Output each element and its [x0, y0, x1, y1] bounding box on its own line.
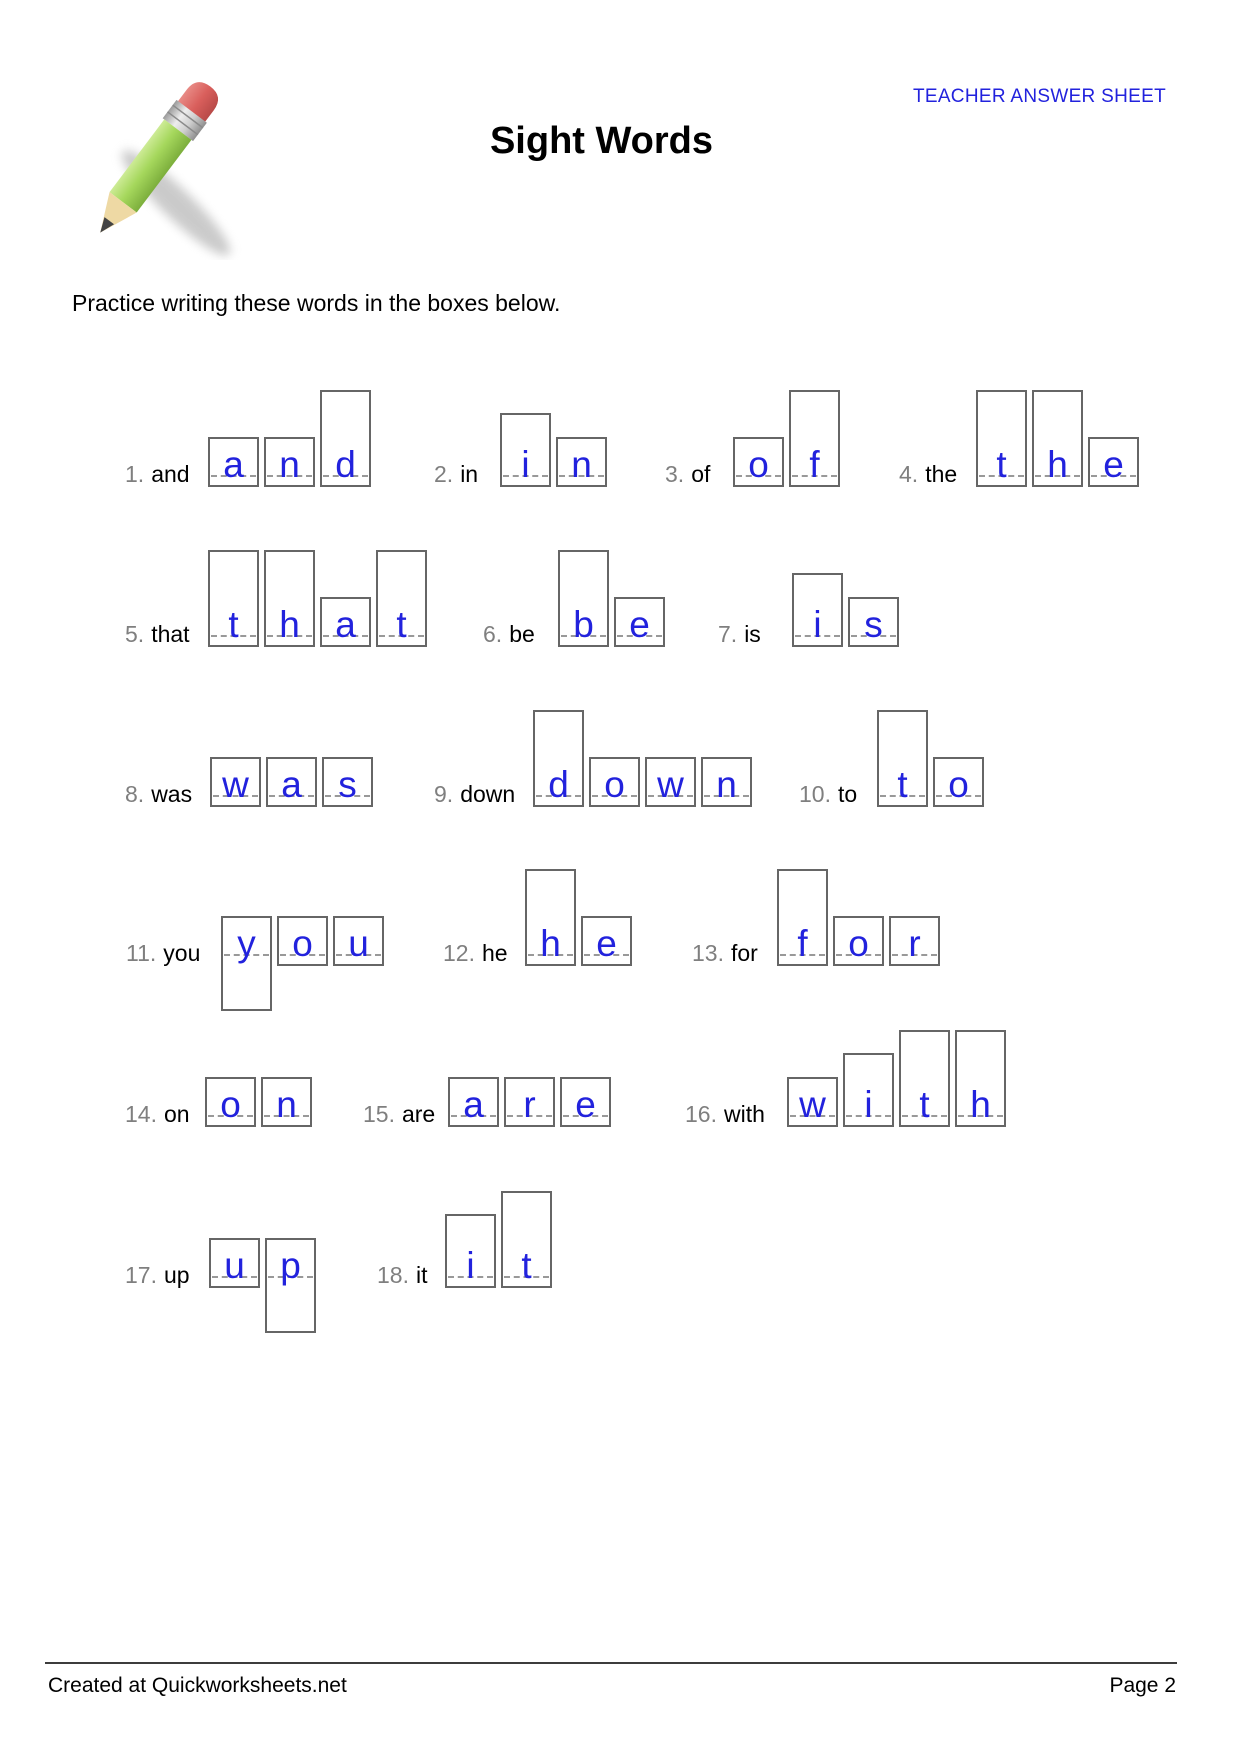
letter-box: [733, 437, 784, 487]
word-label: [434, 781, 515, 807]
word-label: [899, 461, 957, 487]
item-number: 10.: [799, 781, 831, 807]
letter-boxes: [976, 390, 1139, 487]
answer-letter: e: [575, 1084, 596, 1125]
item-number: 17.: [125, 1262, 157, 1288]
answer-letter: a: [463, 1084, 484, 1125]
answer-letter: w: [657, 764, 684, 805]
item-number: 8.: [125, 781, 145, 807]
answer-letter: w: [799, 1084, 826, 1125]
letter-box: [320, 390, 371, 487]
letter-box: [589, 757, 640, 807]
answer-letter: s: [338, 764, 357, 805]
letter-boxes: [209, 1238, 316, 1288]
letter-boxes: [733, 390, 840, 487]
answer-letter: u: [348, 923, 369, 964]
item-number: 15.: [363, 1101, 395, 1127]
letter-box: [581, 916, 632, 966]
answer-letter: n: [276, 1084, 297, 1125]
item-word: of: [691, 461, 711, 487]
item-word: you: [163, 940, 201, 966]
letter-box: [976, 390, 1027, 487]
answer-letter: h: [970, 1084, 991, 1125]
letter-box: [208, 550, 259, 647]
item-word: was: [151, 781, 193, 807]
letter-box: [792, 573, 843, 647]
word-label: [125, 1101, 190, 1127]
answer-letter: f: [809, 444, 820, 485]
item-word: on: [163, 1101, 190, 1127]
answer-letter: o: [604, 764, 625, 805]
item-word: to: [837, 781, 858, 807]
letter-boxes: [533, 710, 752, 807]
letter-boxes: [787, 1030, 1006, 1127]
item-word: it: [415, 1262, 428, 1288]
answer-letter: n: [716, 764, 737, 805]
item-word: is: [744, 621, 761, 647]
letter-box: [504, 1077, 555, 1127]
answer-letter: a: [335, 604, 356, 645]
item-number: 4.: [899, 461, 919, 487]
answer-letter: d: [335, 444, 356, 485]
answer-letter: a: [223, 444, 244, 485]
letter-box: [525, 869, 576, 966]
letter-box: [843, 1053, 894, 1127]
answer-letter: s: [864, 604, 883, 645]
word-label: [126, 940, 200, 966]
answer-letter: r: [908, 923, 921, 964]
letter-box: [556, 437, 607, 487]
letter-box: [777, 869, 828, 966]
item-number: 3.: [665, 461, 685, 487]
item-word: with: [723, 1101, 765, 1127]
answer-letter: h: [1047, 444, 1068, 485]
word-label: [718, 621, 761, 647]
answer-letter: b: [573, 604, 594, 645]
item-number: 16.: [685, 1101, 717, 1127]
letter-boxes: [792, 573, 899, 647]
letter-box: [265, 1238, 316, 1333]
letter-box: [500, 413, 551, 487]
item-number: 12.: [443, 940, 475, 966]
item-word: are: [401, 1101, 436, 1127]
word-label: [665, 461, 710, 487]
item-number: 18.: [377, 1262, 409, 1288]
answer-letter: o: [948, 764, 969, 805]
item-number: 1.: [125, 461, 145, 487]
item-number: 11.: [126, 940, 157, 966]
word-label: [692, 940, 758, 966]
answer-letter: o: [292, 923, 313, 964]
letter-box: [221, 916, 272, 1011]
answer-letter: t: [521, 1245, 532, 1286]
letter-box: [209, 1238, 260, 1288]
letter-boxes: [877, 710, 984, 807]
footer-page-number: Page 2: [1109, 1674, 1176, 1697]
letter-box: [501, 1191, 552, 1288]
instruction-text: Practice writing these words in the boxes below.: [72, 290, 561, 316]
letter-box: [445, 1214, 496, 1288]
answer-letter: i: [864, 1084, 873, 1125]
letter-box: [789, 390, 840, 487]
letter-boxes: [558, 550, 665, 647]
word-label: [125, 621, 190, 647]
letter-box: [266, 757, 317, 807]
item-number: 6.: [483, 621, 503, 647]
letter-boxes: [208, 390, 371, 487]
letter-box: [264, 437, 315, 487]
letter-box: [889, 916, 940, 966]
answer-letter: t: [996, 444, 1007, 485]
item-word: and: [151, 461, 190, 487]
letter-box: [645, 757, 696, 807]
word-label: [125, 1262, 190, 1288]
answer-letter: n: [279, 444, 300, 485]
answer-letter: h: [279, 604, 300, 645]
item-word: he: [481, 940, 508, 966]
letter-box: [208, 437, 259, 487]
footer-rule: [45, 1662, 1177, 1664]
word-label: [483, 621, 535, 647]
item-number: 7.: [718, 621, 738, 647]
letter-box: [261, 1077, 312, 1127]
item-number: 2.: [434, 461, 454, 487]
letter-box: [322, 757, 373, 807]
answer-letter: i: [813, 604, 822, 645]
item-word: down: [460, 781, 516, 807]
answer-letter: f: [797, 923, 808, 964]
letter-box: [1032, 390, 1083, 487]
item-number: 5.: [125, 621, 145, 647]
answer-letter: o: [848, 923, 869, 964]
answer-letter: t: [919, 1084, 930, 1125]
letter-box: [210, 757, 261, 807]
letter-box: [533, 710, 584, 807]
word-label: [685, 1101, 765, 1127]
letter-box: [376, 550, 427, 647]
answer-letter: w: [222, 764, 249, 805]
answer-letter: n: [571, 444, 592, 485]
letter-box: [877, 710, 928, 807]
teacher-answer-sheet-label: TEACHER ANSWER SHEET: [912, 86, 1166, 107]
answer-letter: a: [281, 764, 302, 805]
item-word: for: [730, 940, 758, 966]
letter-box: [848, 597, 899, 647]
word-label: [799, 781, 857, 807]
letter-box: [933, 757, 984, 807]
letter-box: [787, 1077, 838, 1127]
item-number: 13.: [692, 940, 724, 966]
word-label: [377, 1262, 427, 1288]
letter-box: [833, 916, 884, 966]
letter-boxes: [448, 1077, 611, 1127]
item-word: be: [509, 621, 535, 647]
letter-box: [560, 1077, 611, 1127]
answer-letter: t: [396, 604, 407, 645]
letter-box: [333, 916, 384, 966]
letter-boxes: [445, 1191, 552, 1288]
footer-credit: Created at Quickworksheets.net: [48, 1674, 347, 1697]
letter-box: [205, 1077, 256, 1127]
answer-letter: d: [548, 764, 569, 805]
letter-box: [614, 597, 665, 647]
answer-letter: e: [1103, 444, 1124, 485]
letter-boxes: [205, 1077, 312, 1127]
word-label: [125, 781, 192, 807]
page-title: Sight Words: [489, 120, 714, 162]
letter-box: [448, 1077, 499, 1127]
letter-boxes: [208, 550, 427, 647]
answer-letter: o: [220, 1084, 241, 1125]
word-label: [434, 461, 478, 487]
letter-boxes: [500, 413, 607, 487]
answer-letter: h: [540, 923, 561, 964]
letter-box: [701, 757, 752, 807]
letter-boxes: [777, 869, 940, 966]
answer-letter: e: [629, 604, 650, 645]
letter-box: [955, 1030, 1006, 1127]
word-label: [125, 461, 190, 487]
answer-letter: r: [523, 1084, 536, 1125]
letter-box: [558, 550, 609, 647]
letter-box: [1088, 437, 1139, 487]
answer-letter: e: [596, 923, 617, 964]
answer-letter: o: [748, 444, 769, 485]
word-label: [363, 1101, 435, 1127]
answer-letter: y: [237, 923, 256, 964]
letter-box: [264, 550, 315, 647]
answer-letter: u: [224, 1245, 245, 1286]
letter-boxes: [221, 916, 384, 966]
letter-boxes: [210, 757, 373, 807]
answer-letter: i: [521, 444, 530, 485]
answer-letter: i: [466, 1245, 475, 1286]
item-word: that: [151, 621, 190, 647]
item-word: up: [163, 1262, 190, 1288]
word-label: [443, 940, 508, 966]
item-word: the: [925, 461, 958, 487]
answer-letter: t: [228, 604, 239, 645]
answer-letter: p: [280, 1245, 301, 1286]
letter-boxes: [525, 869, 632, 966]
item-number: 9.: [434, 781, 454, 807]
item-number: 14.: [125, 1101, 157, 1127]
item-word: in: [460, 461, 479, 487]
letter-box: [277, 916, 328, 966]
answer-letter: t: [897, 764, 908, 805]
letter-box: [899, 1030, 950, 1127]
letter-box: [320, 597, 371, 647]
